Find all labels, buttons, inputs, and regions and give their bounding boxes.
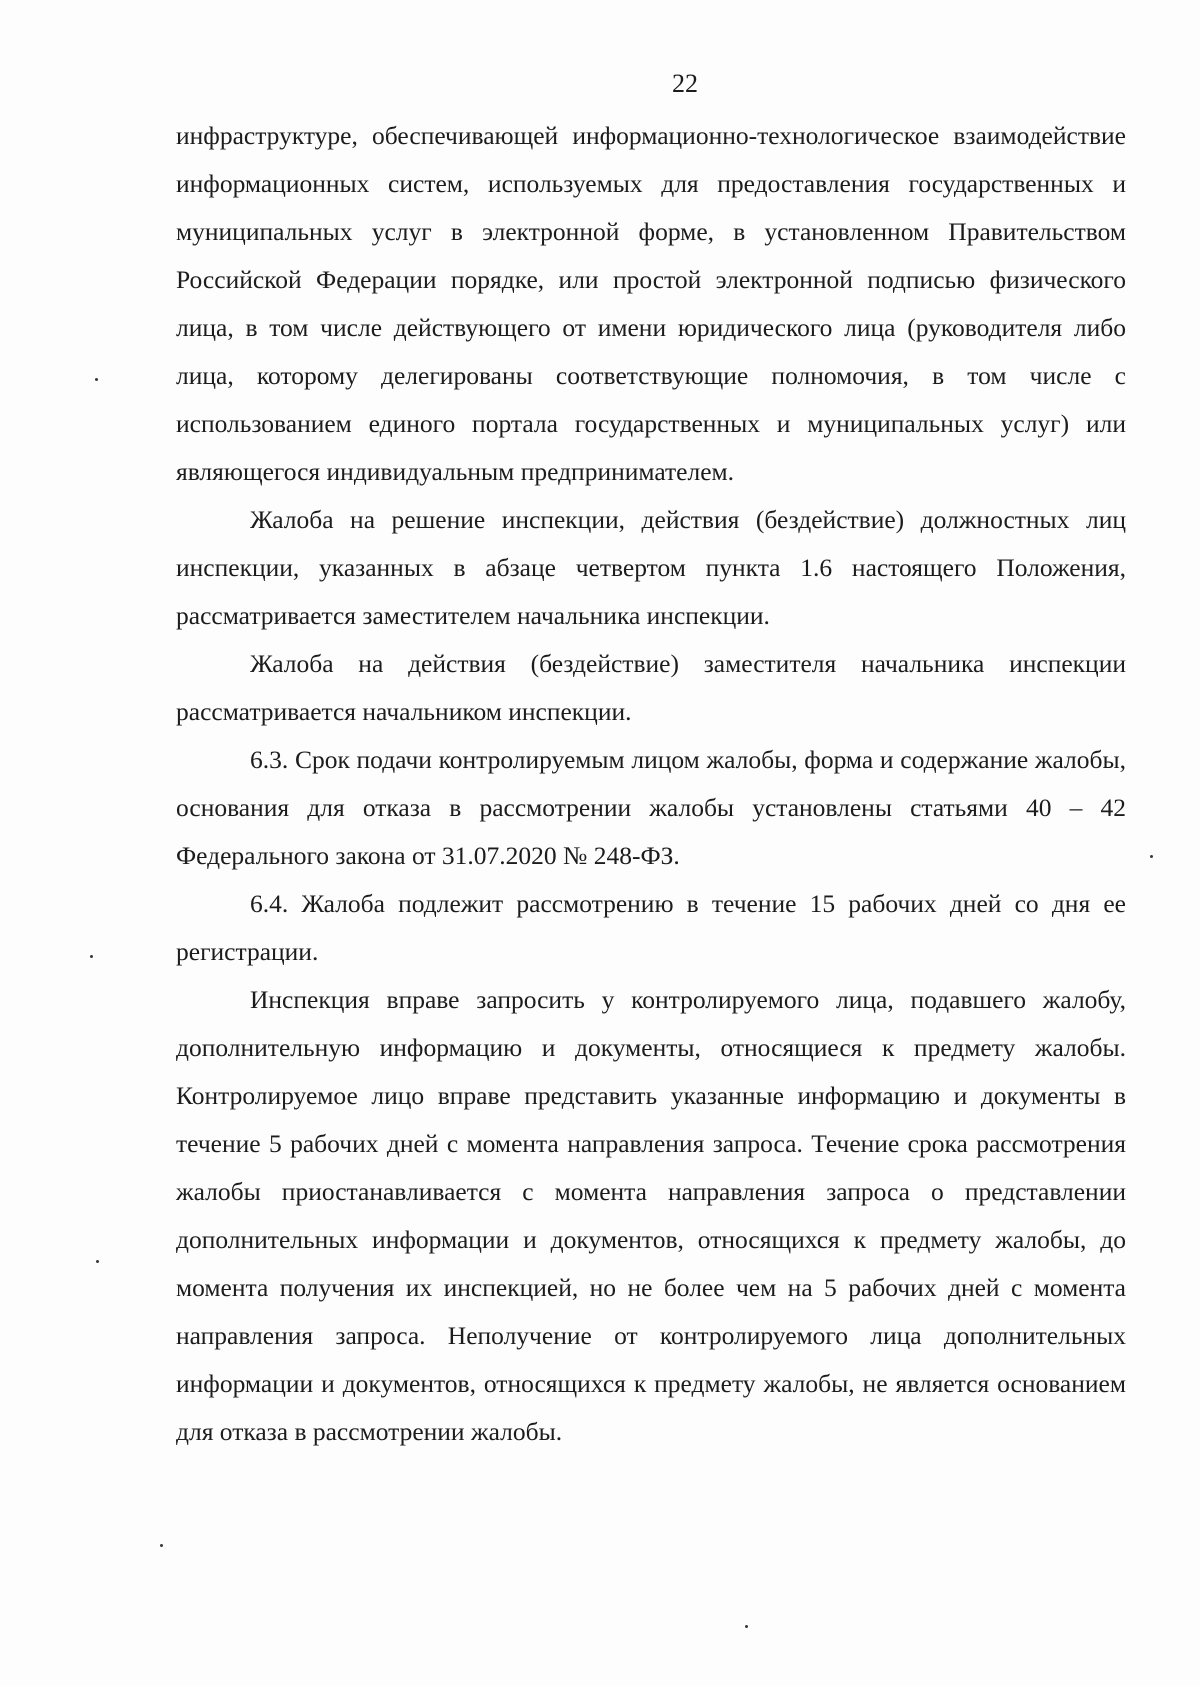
scan-speck: [90, 955, 93, 958]
paragraph-continuation: инфраструктуре, обеспечивающей информационно-технологическое взаимодействие информационных систем, используемых для предоставления государственных и муниципальных услуг в электронной форме, в установленном Правительством Российской Федерации порядке, или простой электронной подписью физического лица, в том числе действующего от имени юридического лица (руководителя либо лица, которому делегированы соответствующие полномочия, в том числе с использованием единого портала государственных и муниципальных услуг) или являющегося индивидуальным предпринимателем.: [176, 121, 1126, 486]
scan-speck: [745, 1625, 748, 1628]
scan-speck: [160, 1544, 163, 1547]
scan-speck: [95, 378, 98, 381]
page-number: 22: [672, 69, 698, 98]
paragraph-complaint-head: Жалоба на действия (бездействие) заместителя начальника инспекции рассматривается начальником инспекции.: [176, 649, 1126, 726]
scan-speck: [96, 1260, 99, 1263]
document-body: [176, 112, 1126, 1456]
paragraph-6-4: 6.4. Жалоба подлежит рассмотрению в течение 15 рабочих дней со дня ее регистрации.: [176, 889, 1126, 966]
scan-speck: [1150, 855, 1153, 858]
paragraph-complaint-deputy: Жалоба на решение инспекции, действия (бездействие) должностных лиц инспекции, указанных в абзаце четвертом пункта 1.6 настоящего Положения, рассматривается заместителем начальника инспекции.: [176, 505, 1126, 630]
paragraph-request-info: Инспекция вправе запросить у контролируемого лица, подавшего жалобу, дополнительную информацию и документы, относящиеся к предмету жалобы. Контролируемое лицо вправе представить указанные информацию и документы в течение 5 рабочих дней с момента направления запроса. Течение срока рассмотрения жалобы приостанавливается с момента направления запроса о представлении дополнительных информации и документов, относящихся к предмету жалобы, до момента получения их инспекцией, но не более чем на 5 рабочих дней с момента направления запроса. Неполучение от контролируемого лица дополнительных информации и документов, относящихся к предмету жалобы, не является основанием для отказа в рассмотрении жалобы.: [176, 985, 1126, 1446]
paragraph-6-3: 6.3. Срок подачи контролируемым лицом жалобы, форма и содержание жалобы, основания для отказа в рассмотрении жалобы установлены статьями 40 – 42 Федерального закона от 31.07.2020 № 248-ФЗ.: [176, 745, 1126, 870]
